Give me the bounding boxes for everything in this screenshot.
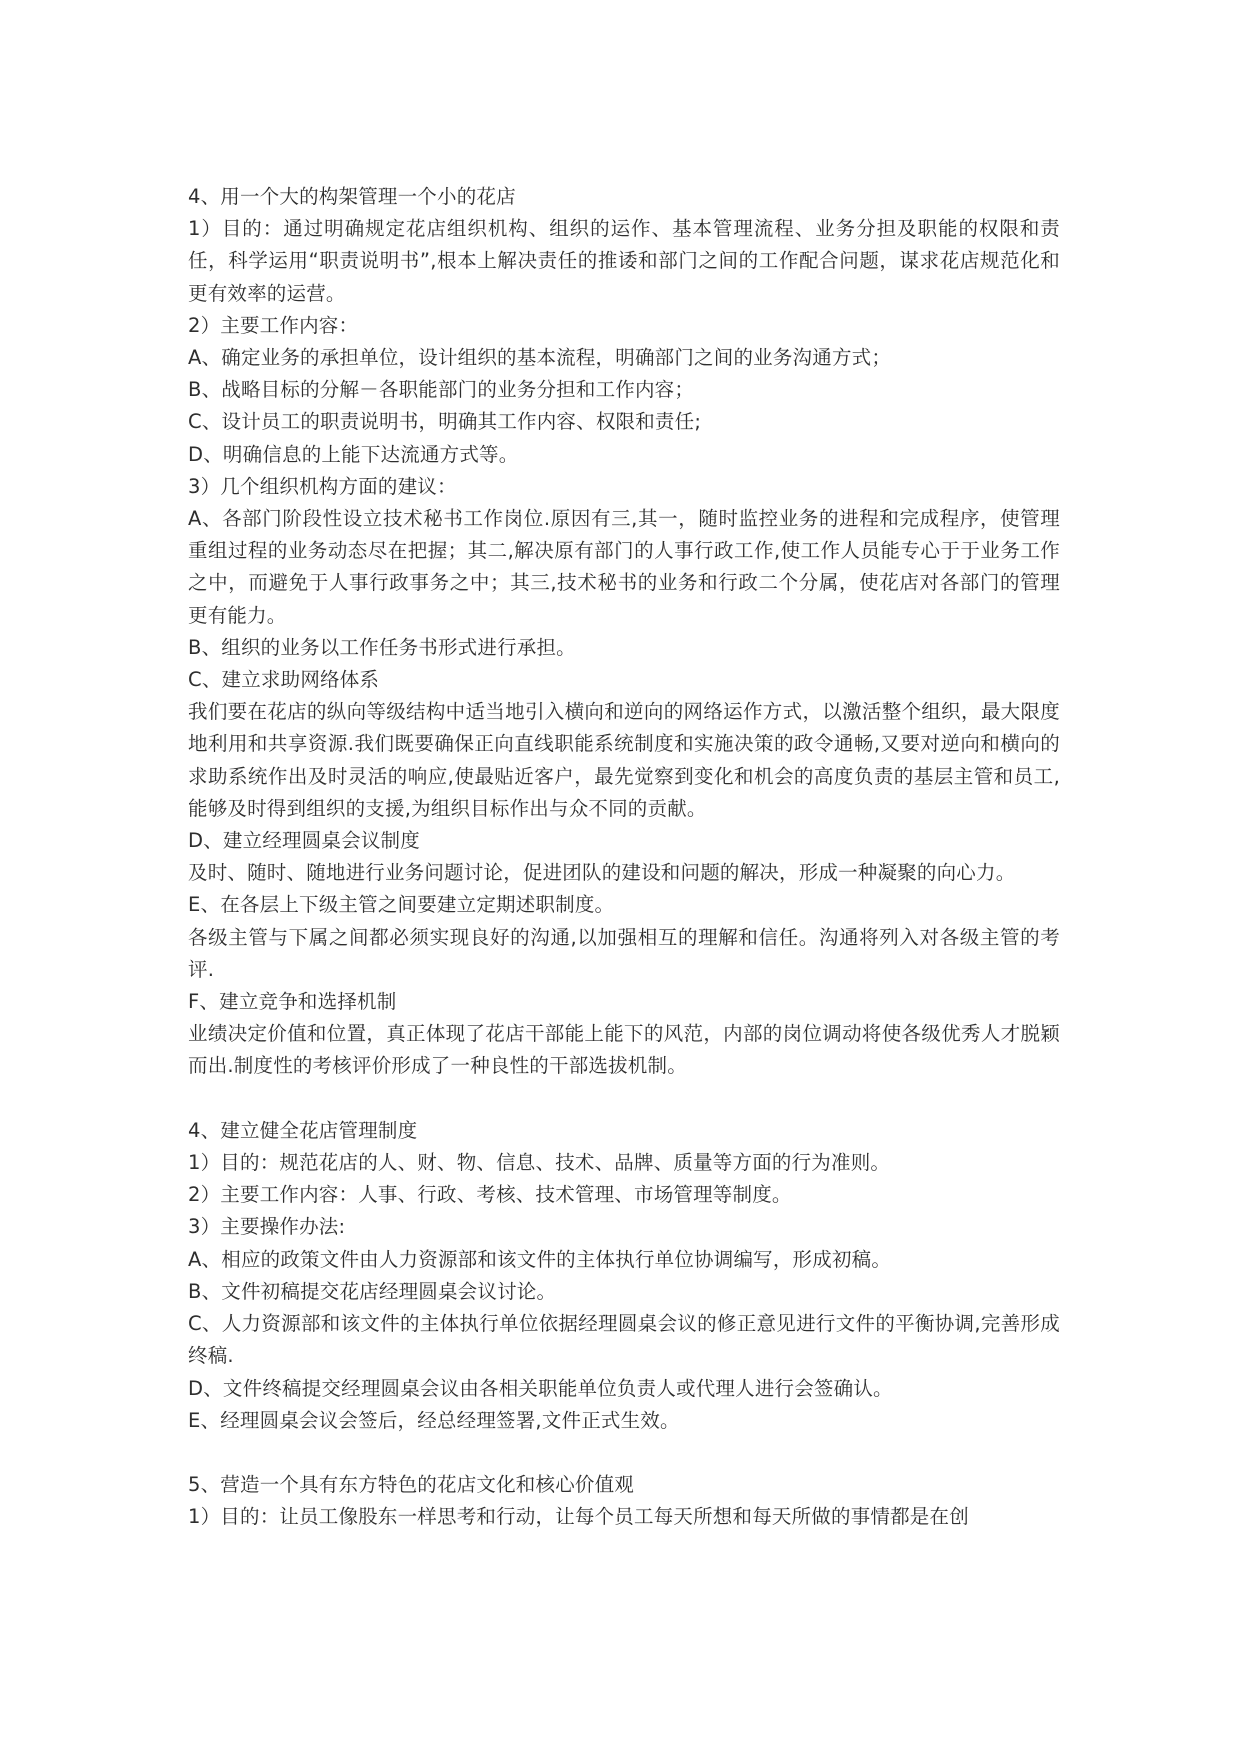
list-item: B、文件初稿提交花店经理圆桌会议讨论。	[188, 1279, 557, 1303]
section-spacer	[188, 1437, 1060, 1469]
paragraph: 及时、随时、随地进行业务问题讨论，促进团队的建设和问题的解决，形成一种凝聚的向心力。	[188, 861, 1016, 885]
list-item: E、在各层上下级主管之间要建立定期述职制度。	[188, 893, 615, 917]
list-item: D、明确信息的上能下达流通方式等。	[188, 442, 519, 466]
document-body	[188, 181, 1060, 1534]
list-item: B、组织的业务以工作任务书形式进行承担。	[188, 635, 576, 659]
section-management-system	[188, 1115, 1060, 1437]
list-item: E、经理圆桌会议会签后，经总经理签署,文件正式生效。	[188, 1408, 680, 1432]
section-heading: 5、营造一个具有东方特色的花店文化和核心价值观	[188, 1473, 635, 1497]
list-item: D、建立经理圆桌会议制度	[188, 829, 420, 853]
subheading: 2）主要工作内容：	[188, 313, 359, 337]
list-item: A、各部门阶段性设立技术秘书工作岗位.原因有三,其一，随时监控业务的进程和完成程序，使管理重组过程的业务动态尽在把握；其二,解决原有部门的人事行政工作,使工作人员能专心于于业务工作之中，而避免于人事行政事务之中；其三,技术秘书的业务和行政二个分属，使花店对各部门的管理更有能力。	[188, 507, 1060, 627]
paragraph: 1）目的：让员工像股东一样思考和行动，让每个员工每天所想和每天所做的事情都是在创	[188, 1505, 969, 1529]
section-culture-values	[188, 1469, 1060, 1533]
paragraph: 2）主要工作内容：人事、行政、考核、技术管理、市场管理等制度。	[188, 1183, 792, 1207]
section-organization-structure	[188, 181, 1060, 1083]
subheading: 3）主要操作办法:	[188, 1215, 346, 1239]
paragraph: 我们要在花店的纵向等级结构中适当地引入横向和逆向的网络运作方式，以激活整个组织，最大限度地利用和共享资源.我们既要确保正向直线职能系统制度和实施决策的政令通畅,又要对逆向和横向的求助系统作出及时灵活的响应,使最贴近客户，最先觉察到变化和机会的高度负责的基层主管和员工,能够及时得到组织的支援,为组织目标作出与众不同的贡献。	[188, 700, 1060, 820]
list-item: B、战略目标的分解－各职能部门的业务分担和工作内容；	[188, 378, 695, 402]
paragraph: 1）目的：通过明确规定花店组织机构、组织的运作、基本管理流程、业务分担及职能的权限和责任，科学运用“职责说明书”,根本上解决责任的推诿和部门之间的工作配合问题，谋求花店规范化和更有效率的运营。	[188, 217, 1060, 305]
list-item: F、建立竞争和选择机制	[188, 990, 397, 1014]
list-item: C、设计员工的职责说明书，明确其工作内容、权限和责任;	[188, 410, 702, 434]
section-heading: 4、用一个大的构架管理一个小的花店	[188, 185, 516, 208]
paragraph: 1）目的：规范花店的人、财、物、信息、技术、品牌、质量等方面的行为准则。	[188, 1151, 891, 1175]
section-heading: 4、建立健全花店管理制度	[188, 1118, 418, 1142]
paragraph: 各级主管与下属之间都必须实现良好的沟通,以加强相互的理解和信任。沟通将列入对各级主管的考评.	[188, 925, 1060, 981]
list-item: C、人力资源部和该文件的主体执行单位依据经理圆桌会议的修正意见进行文件的平衡协调,完善形成终稿.	[188, 1312, 1060, 1368]
subheading: 3）几个组织机构方面的建议：	[188, 474, 457, 498]
list-item: C、建立求助网络体系	[188, 668, 380, 692]
list-item: D、文件终稿提交经理圆桌会议由各相关职能单位负责人或代理人进行会签确认。	[188, 1376, 893, 1400]
list-item: A、相应的政策文件由人力资源部和该文件的主体执行单位协调编写，形成初稿。	[188, 1247, 892, 1271]
paragraph: 业绩决定价值和位置，真正体现了花店干部能上能下的风范，内部的岗位调动将使各级优秀人才脱颖而出.制度性的考核评价形成了一种良性的干部选拔机制。	[188, 1022, 1060, 1078]
section-spacer	[188, 1083, 1060, 1115]
list-item: A、确定业务的承担单位，设计组织的基本流程，明确部门之间的业务沟通方式；	[188, 346, 892, 370]
